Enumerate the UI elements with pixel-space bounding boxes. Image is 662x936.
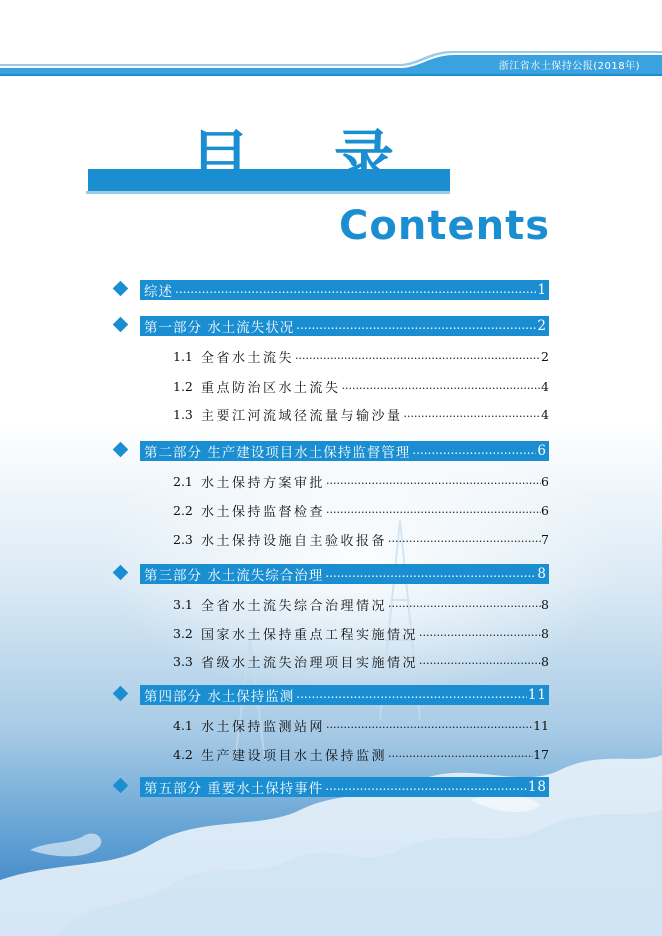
leader-dots [388,597,541,613]
toc-item-page: 11 [533,717,549,733]
toc-item-label: 水土保持监督检查 [201,504,326,519]
toc-part-bar [140,777,549,797]
toc-item-label: 国家水土保持重点工程实施情况 [201,627,419,642]
toc-part-label: 第三部分 水土流失综合治理 [144,568,324,584]
leader-dots [296,318,536,336]
toc-item-page: 8 [541,653,549,669]
toc-item-page: 4 [541,378,549,394]
leader-dots [412,443,536,461]
toc-part-label: 综述 [144,284,173,300]
toc-item-page: 2 [541,348,549,364]
toc-part-bar [140,280,549,300]
toc-part-bar [140,685,549,705]
toc-item-number: 4.2 [173,746,193,762]
toc-item-number: 2.1 [173,473,193,489]
toc-item-page: 6 [541,502,549,518]
page-title-en: Contents [339,203,550,249]
toc-item-page: 17 [533,746,549,762]
toc-item-page: 4 [541,406,549,422]
toc-item-number: 1.3 [173,406,193,422]
toc-part-1[interactable] [112,316,549,336]
toc-item-label: 水土保持方案审批 [201,475,326,490]
toc-item-page: 6 [541,473,549,489]
toc-item-label: 水土保持监测站网 [201,719,326,734]
leader-dots [326,718,533,734]
toc-part-page: 6 [537,443,547,459]
toc-part-2[interactable] [112,441,549,461]
toc-part-label: 第二部分 生产建设项目水土保持监督管理 [144,445,411,461]
leader-dots [419,654,541,670]
toc-item-2-3[interactable] [173,530,549,548]
toc-item-number: 2.3 [173,531,193,547]
toc-part-bar [140,316,549,336]
diamond-bullet-icon [113,778,129,794]
leader-dots [296,687,527,705]
toc-item-number: 2.2 [173,502,193,518]
toc-part-page: 1 [537,282,547,298]
toc-item-number: 1.1 [173,348,193,364]
toc-item-page: 7 [541,531,549,547]
toc-part-page: 2 [537,318,547,334]
toc-item-label: 主要江河流域径流量与输沙量 [201,408,403,423]
leader-dots [326,474,541,490]
toc-part-bar [140,564,549,584]
leader-dots [325,779,527,797]
toc-item-label: 全省水土流失综合治理情况 [201,598,388,613]
leader-dots [175,282,536,300]
toc-item-3-1[interactable] [173,595,549,613]
toc-item-label: 全省水土流失 [201,350,295,365]
toc-item-number: 1.2 [173,378,193,394]
toc-part-4[interactable] [112,685,549,705]
toc-part-label: 第一部分 水土流失状况 [144,320,295,336]
toc-item-3-2[interactable] [173,624,549,642]
toc-item-label: 省级水土流失治理项目实施情况 [201,655,419,670]
toc-part-5[interactable] [112,777,549,797]
toc-item-label: 重点防治区水土流失 [201,380,341,395]
toc-part-page: 11 [527,687,547,703]
diamond-bullet-icon [113,442,129,458]
diamond-bullet-icon [113,317,129,333]
leader-dots [388,532,541,548]
diamond-bullet-icon [113,281,129,297]
toc-part-page: 8 [537,566,547,582]
toc-item-3-3[interactable] [173,652,549,670]
toc-item-label: 水土保持设施自主验收报备 [201,533,388,548]
leader-dots [388,747,533,763]
toc-item-number: 3.1 [173,596,193,612]
toc-part-3[interactable] [112,564,549,584]
leader-dots [342,379,542,395]
toc-item-4-2[interactable] [173,745,549,763]
toc-item-1-3[interactable] [173,405,549,423]
toc-part-bar [140,441,549,461]
diamond-bullet-icon [113,686,129,702]
page-title-cn: 目录 [190,124,478,194]
toc-item-label: 生产建设项目水土保持监测 [201,748,388,763]
report-header-title: 浙江省水土保持公报(2018年) [498,61,640,72]
toc-item-2-2[interactable] [173,501,549,519]
toc-item-2-1[interactable] [173,472,549,490]
toc-item-1-1[interactable] [173,347,549,365]
leader-dots [325,566,536,584]
diamond-bullet-icon [113,565,129,581]
toc-item-page: 8 [541,625,549,641]
leader-dots [404,407,542,423]
toc-part-label: 第五部分 重要水土保持事件 [144,781,324,797]
toc-item-number: 3.3 [173,653,193,669]
leader-dots [419,626,541,642]
leader-dots [326,503,541,519]
toc-item-page: 8 [541,596,549,612]
toc-item-number: 3.2 [173,625,193,641]
toc-part-overview[interactable] [112,280,549,300]
toc-item-4-1[interactable] [173,716,549,734]
toc-item-1-2[interactable] [173,377,549,395]
leader-dots [295,349,541,365]
toc-item-number: 4.1 [173,717,193,733]
toc-part-page: 18 [527,779,547,795]
toc-part-label: 第四部分 水土保持监测 [144,689,295,705]
